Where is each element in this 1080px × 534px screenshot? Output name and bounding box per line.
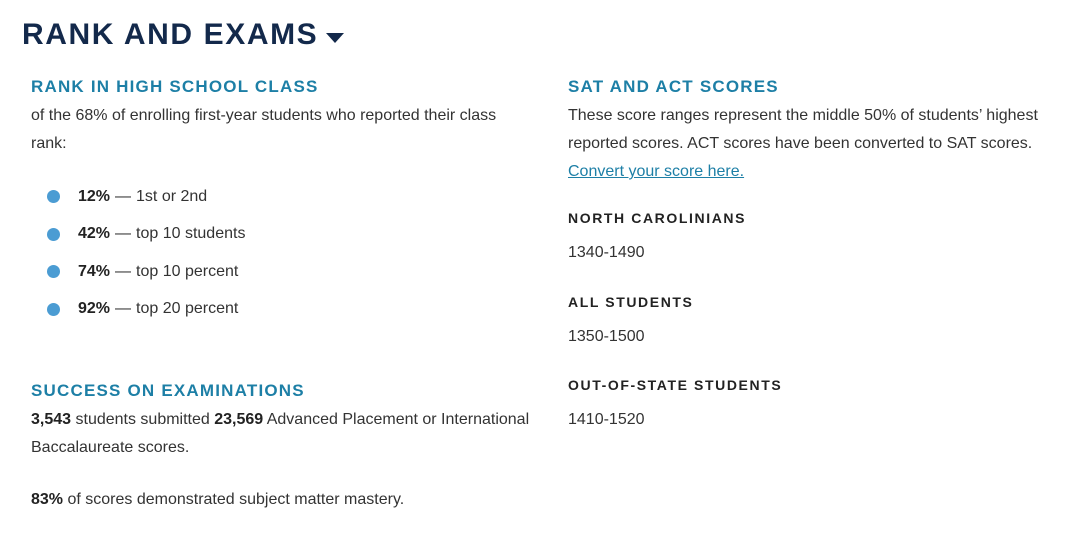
score-group-all-students [568, 293, 694, 347]
score-group-out-of-state [568, 376, 782, 430]
score-group-label: OUT-OF-STATE STUDENTS [568, 377, 783, 393]
scores-count: 23,569 [214, 411, 264, 428]
success-heading: SUCCESS ON EXAMINATIONS [31, 381, 305, 400]
score-group-north-carolinians [568, 209, 746, 263]
rank-list [31, 178, 531, 328]
rank-intro: of the 68% of enrolling first-year students who reported their class rank: [31, 107, 497, 152]
score-range: 1340-1490 [568, 244, 645, 261]
rank-label: top 10 students [136, 225, 246, 243]
mastery-summary [31, 486, 531, 514]
convert-score-link[interactable]: Convert your score here. [568, 163, 745, 180]
bullet-dot-icon [47, 228, 60, 241]
rank-dash: — [115, 262, 132, 280]
rank-percent: 42% [78, 225, 111, 243]
rank-dash: — [115, 187, 132, 205]
mastery-percent: 83% [31, 491, 64, 508]
bullet-dot-icon [47, 303, 60, 316]
sat-section [568, 76, 1068, 186]
score-group-label: ALL STUDENTS [568, 294, 694, 310]
rank-section [31, 76, 531, 328]
rank-percent: 12% [78, 187, 111, 205]
score-group-label: NORTH CAROLINIANS [568, 210, 747, 226]
rank-label: 1st or 2nd [136, 187, 208, 205]
success-summary [31, 406, 531, 462]
rank-heading: RANK IN HIGH SCHOOL CLASS [31, 77, 319, 96]
success-text-a: students submitted [71, 411, 215, 428]
list-item [31, 216, 531, 254]
score-range: 1350-1500 [568, 328, 645, 345]
rank-percent: 74% [78, 262, 111, 280]
list-item [31, 253, 531, 291]
rank-label: top 20 percent [136, 300, 239, 318]
success-section [31, 380, 531, 514]
score-range: 1410-1520 [568, 411, 645, 428]
list-item [31, 178, 531, 216]
rank-label: top 10 percent [136, 262, 239, 280]
rank-dash: — [115, 225, 132, 243]
success-text-b: Advanced Placement or International Baccalaureate scores. [31, 411, 530, 456]
sat-description [568, 102, 1068, 186]
list-item [31, 291, 531, 329]
page-title: RANK AND EXAMS [22, 18, 319, 51]
section-header[interactable] [22, 18, 344, 52]
mastery-text: of scores demonstrated subject matter mastery. [63, 491, 405, 508]
sat-heading: SAT AND ACT SCORES [568, 77, 779, 96]
bullet-dot-icon [47, 190, 60, 203]
rank-dash: — [115, 300, 132, 318]
sat-description-text: These score ranges represent the middle 50% of students’ highest reported scores. ACT scores have been converted to SAT scores. [568, 107, 1038, 152]
rank-percent: 92% [78, 300, 111, 318]
bullet-dot-icon [47, 265, 60, 278]
caret-down-icon[interactable] [326, 33, 344, 43]
students-count: 3,543 [31, 411, 72, 428]
